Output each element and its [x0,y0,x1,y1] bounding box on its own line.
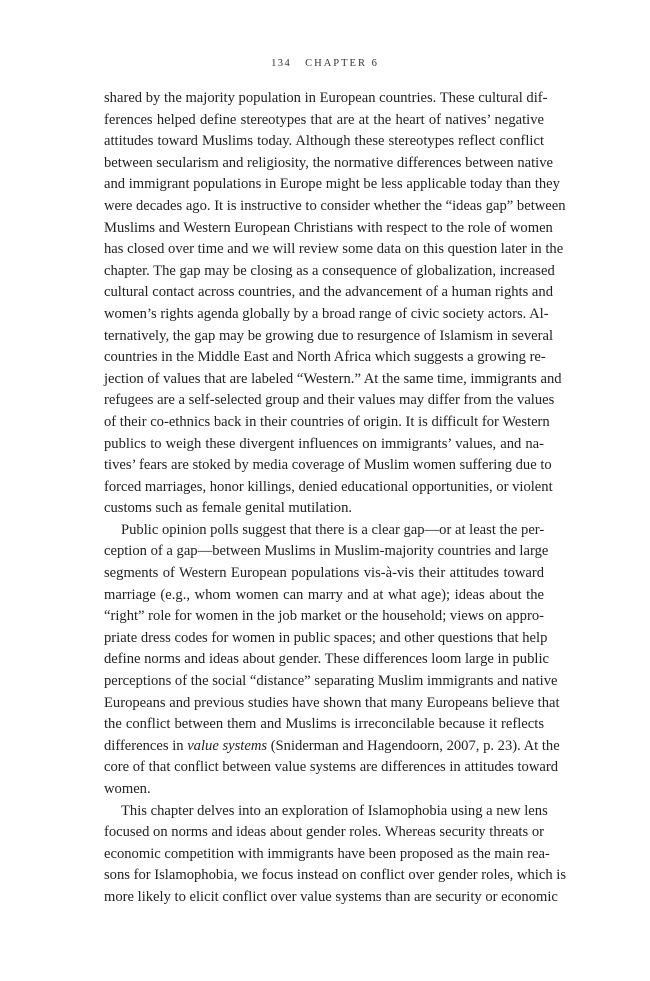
text-line: were decades ago. It is instructive to consider whether the “ideas gap” between [104,197,566,214]
text-line: the conflict between them and Muslims is irreconcilable because it reflects [104,716,544,733]
text-line: attitudes toward Muslims today. Although these stereotypes reflect conflict [104,133,544,150]
text-line: segments of Western European populations vis-à-vis their attitudes toward [104,565,544,582]
text-line: define norms and ideas about gender. These differences loom large in public [104,651,549,668]
chapter-label: CHAPTER 6 [305,58,379,69]
text-line: more likely to elicit conflict over value systems than are security or economic [104,888,558,905]
text-line: refugees are a self-selected group and their values may differ from the values [104,392,555,409]
text-line: women. [104,781,151,797]
text-line: Public opinion polls suggest that there is a clear gap—or at least the per- [121,521,545,538]
text-line: This chapter delves into an exploration of Islamophobia using a new lens [121,802,548,819]
text-line: Europeans and previous studies have shown that many Europeans believe that [104,694,560,711]
text-run: (Sniderman and Hagendoorn, 2007, p. 23). At the [267,737,560,754]
text-line: “right” role for women in the job market or the household; views on appro- [104,608,544,625]
text-line: women’s rights agenda globally by a broad range of civic society actors. Al- [104,305,549,322]
text-line: between secularism and religiosity, the normative differences between native [104,154,553,171]
text-line: publics to weigh these divergent influences on immigrants’ values, and na- [104,435,544,452]
text-line: jection of values that are labeled “Western.” At the same time, immigrants and [104,370,562,387]
text-line: shared by the majority population in European countries. These cultural dif- [104,90,548,106]
text-line [104,736,560,758]
text-line: chapter. The gap may be closing as a consequence of globalization, increased [104,262,555,279]
text-line: has closed over time and we will review some data on this question later in the [104,241,564,258]
running-head [0,58,650,69]
body-text [104,88,567,909]
text-line: economic competition with immigrants have been proposed as the main rea- [104,845,550,862]
text-line: marriage (e.g., whom women can marry and at what age); ideas about the [104,586,544,603]
paragraph-3 [104,801,567,909]
page-number: 134 [271,58,292,69]
text-line: focused on norms and ideas about gender roles. Whereas security threats or [104,824,544,841]
text-line: ferences helped define stereotypes that are at the heart of natives’ negative [104,111,544,128]
text-line: and immigrant populations in Europe might be less applicable today than they [104,176,560,193]
text-line: Muslims and Western European Christians with respect to the role of women [104,219,553,236]
text-line: ception of a gap—between Muslims in Muslim-majority countries and large [104,543,549,560]
text-line: customs such as female genital mutilation. [104,500,353,517]
text-line: perceptions of the social “distance” separating Muslim immigrants and native [104,673,558,690]
text-line: countries in the Middle East and North Africa which suggests a growing re- [104,349,546,366]
text-line: core of that conflict between value systems are differences in attitudes toward [104,759,558,776]
text-run: differences in [104,737,188,754]
text-line: cultural contact across countries, and the advancement of a human rights and [104,284,554,301]
paragraph-1 [104,88,566,520]
paragraph-2 [104,520,560,801]
text-line: tives’ fears are stoked by media coverage of Muslim women suffering due to [104,457,552,474]
text-line: of their co-ethnics back in their countries of origin. It is difficult for Western [104,413,550,430]
italic-term: value systems [187,737,268,754]
text-line: sons for Islamophobia, we focus instead on conflict over gender roles, which is [104,867,567,884]
text-line: priate dress codes for women in public spaces; and other questions that help [104,629,548,646]
text-line: ternatively, the gap may be growing due to resurgence of Islamism in several [104,327,554,344]
text-line: forced marriages, honor killings, denied educational opportunities, or violent [104,478,553,495]
